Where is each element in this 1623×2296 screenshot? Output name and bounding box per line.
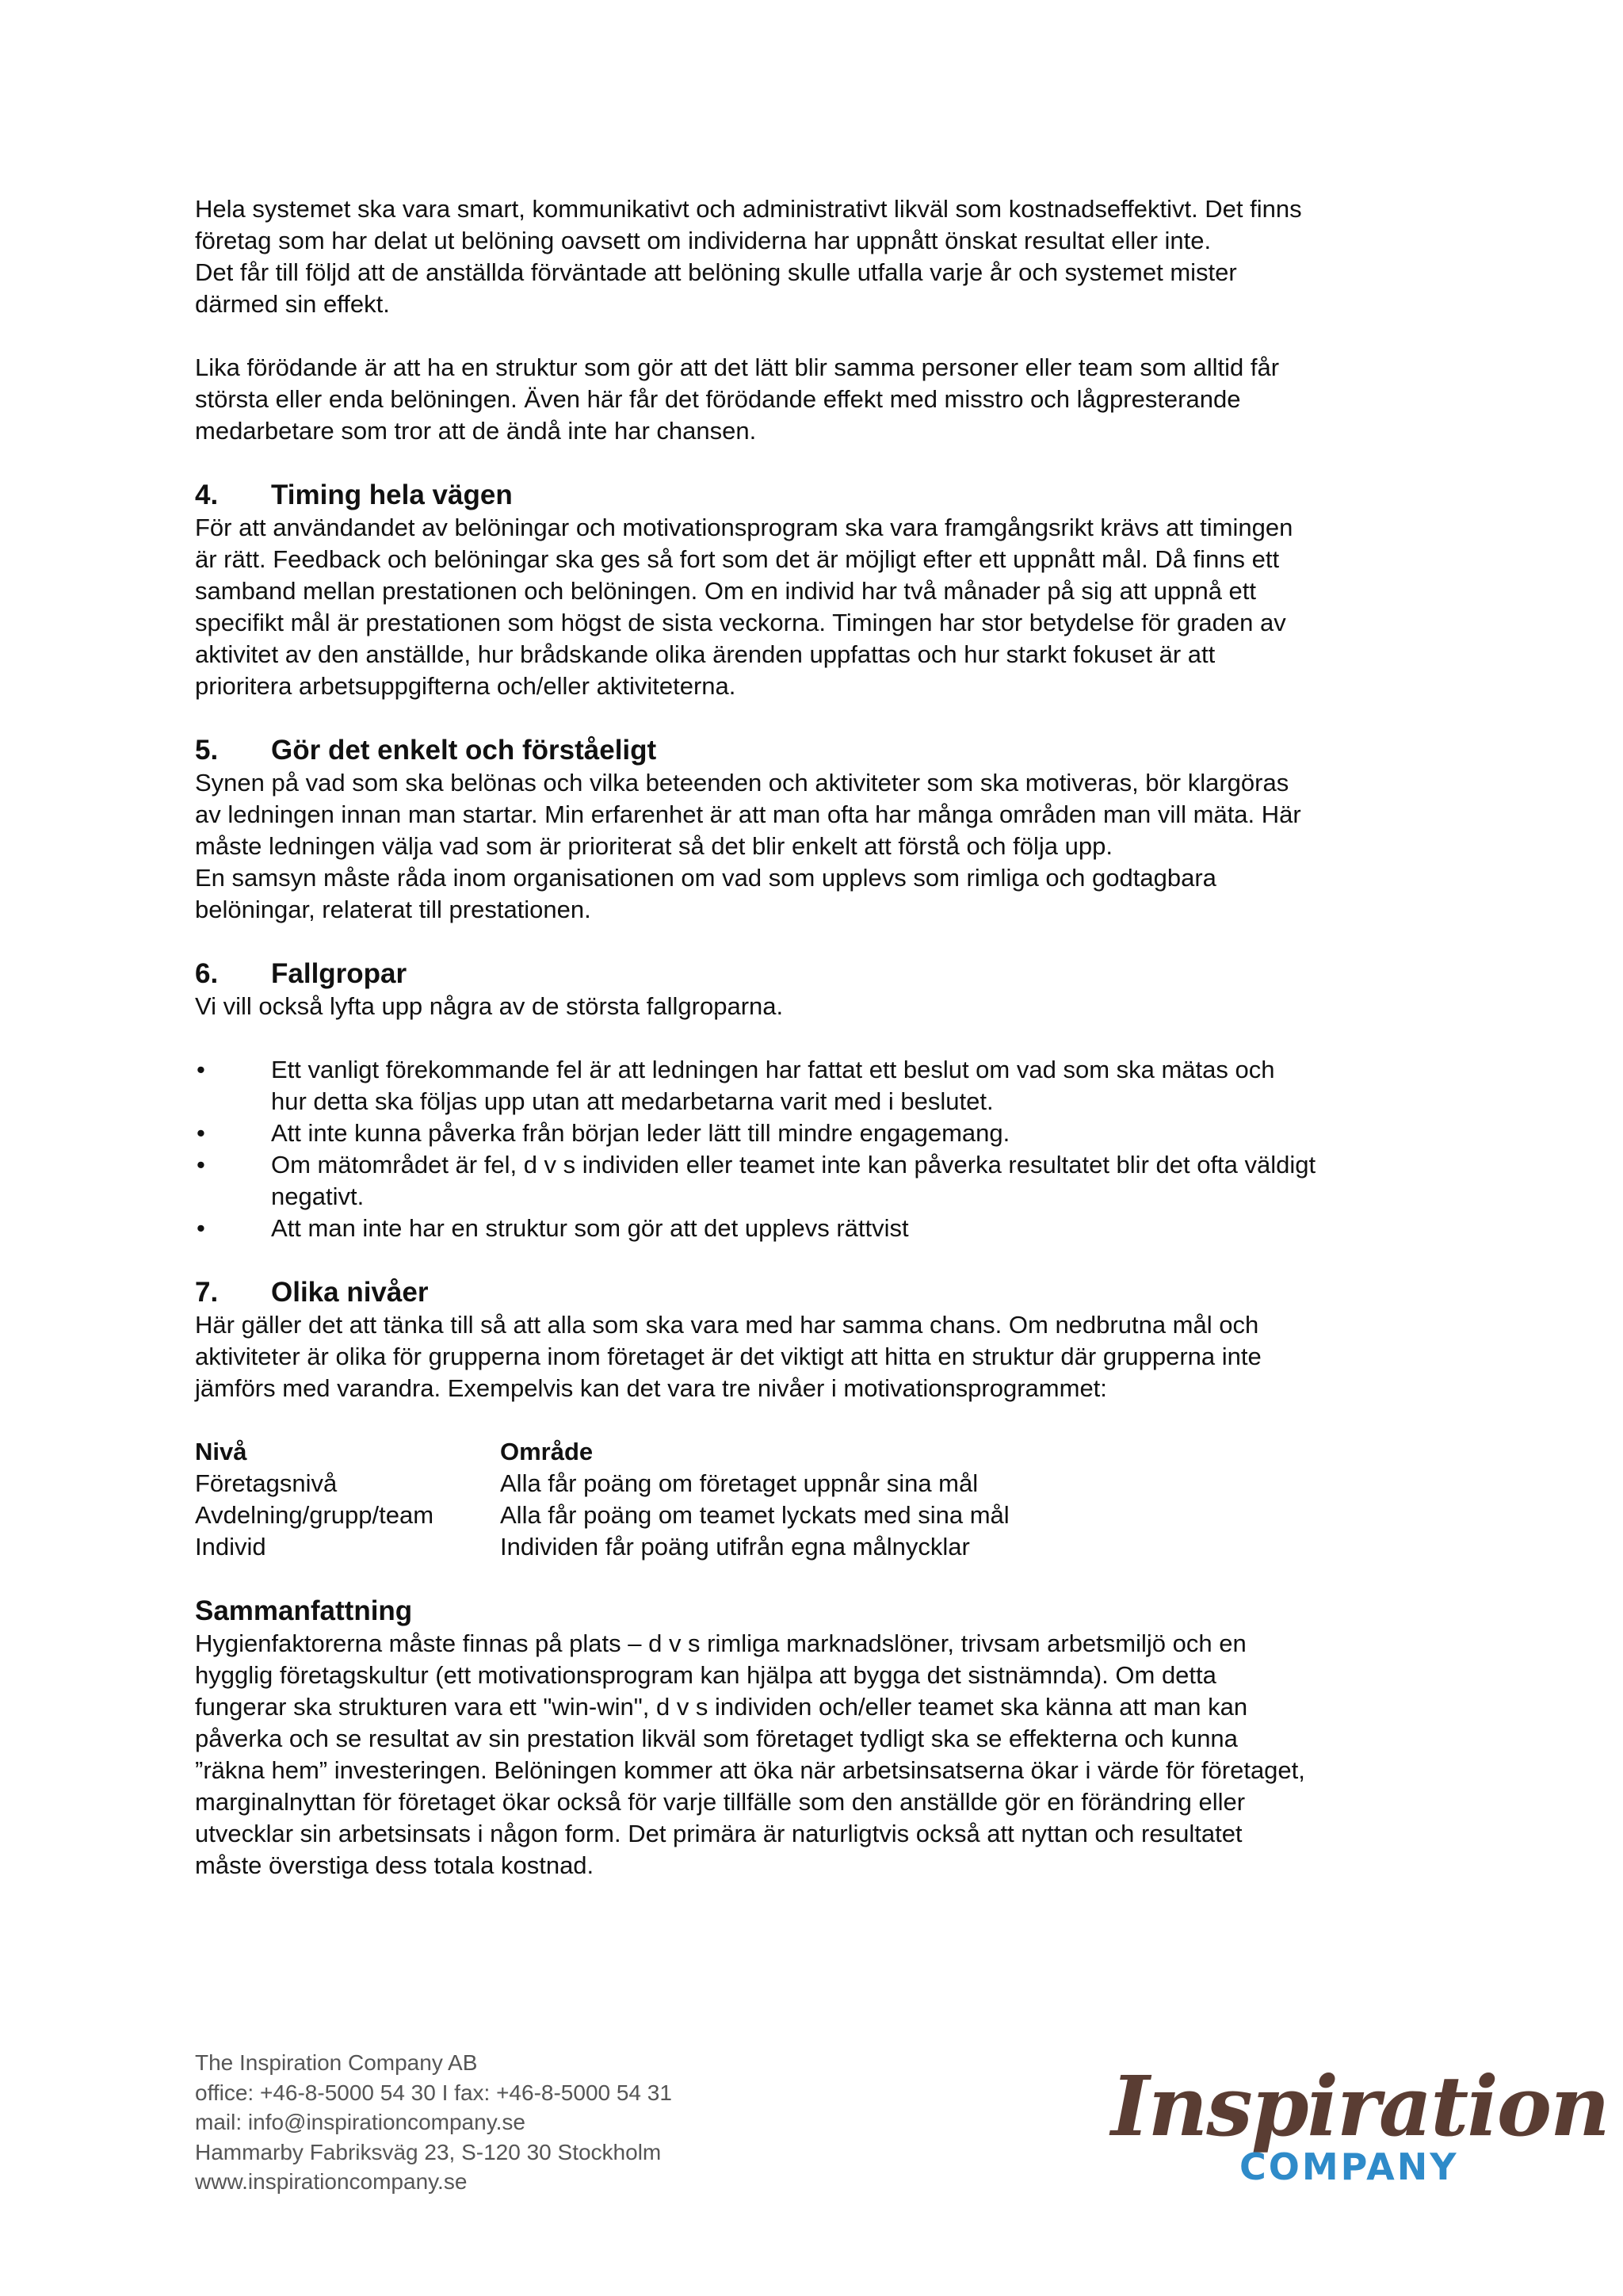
section-title: Fallgropar	[271, 958, 407, 989]
section-title: Olika nivåer	[271, 1277, 429, 1308]
pitfalls-list	[195, 1054, 1447, 1244]
section-title: Gör det enkelt och förståeligt	[271, 735, 657, 766]
logo-wordmark: Inspiration	[1111, 2057, 1609, 2155]
table-header-row	[195, 1436, 1010, 1468]
section-6-heading	[195, 957, 1447, 991]
footer-phone: office: +46-8-5000 54 30 I fax: +46-8-5000 54 31	[195, 2080, 672, 2105]
intro-paragraph-2: Lika förödande är att ha en struktur som gör att det lätt blir samma personer eller team som alltid får största eller enda belöningen. Även här får det förödande effekt med misstro och lågpresterande medarbetare som tror att de ändå inte har chansen.	[195, 353, 1280, 445]
table-cell: Alla får poäng om teamet lyckats med sina mål	[500, 1501, 1010, 1529]
list-item: • Ett vanligt förekommande fel är att ledningen har fattat ett beslut om vad som ska mätas och hur detta ska följas upp utan att medarbetarna varit med i beslutet.	[197, 1056, 1275, 1115]
table-cell: Individen får poäng utifrån egna målnycklar	[500, 1533, 970, 1561]
footer-mail: mail: info@inspirationcompany.se	[195, 2110, 525, 2134]
document-body	[195, 193, 1447, 1881]
table-cell: Företagsnivå	[195, 1469, 338, 1497]
table-row	[195, 1531, 1010, 1563]
section-number: 7.	[195, 1277, 219, 1308]
table-cell: Individ	[195, 1533, 266, 1561]
footer-address: Hammarby Fabriksväg 23, S-120 30 Stockholm	[195, 2139, 662, 2164]
section-number: 4.	[195, 479, 219, 510]
section-5-heading	[195, 734, 1447, 767]
section-4-heading	[195, 479, 1447, 512]
summary-text: Hygienfaktorerna måste finnas på plats – d v s rimliga marknadslöner, trivsam arbetsmiljö och en hygglig företagskultur (ett motivationsprogram kan hjälpa att bygga det sistnämnda). Om detta fungerar ska strukturen vara ett "win-win", d v s individen och/eller teamet ska känna att man kan påverka och se resultat av sin prestation likväl som företaget tydligt ska se effekterna och kunna ”räkna hem” investeringen. Belöningen kommer att öka när arbetsinsatserna ökar i värde för företaget, marginalnyttan för företaget ökar också för varje tillfälle som den anställde gör en förändring eller utvecklar sin arbetsinsats i någon form. Det primära är naturligtvis också att nyttan och resultatet måste överstiga dess totala kostnad.	[195, 1629, 1305, 1879]
section-7-text: Här gäller det att tänka till så att alla som ska vara med har samma chans. Om nedbrutna mål och aktiviteter är olika för grupperna inom företaget är det viktigt att hitta en struktur där grupperna inte jämförs med varandra. Exempelvis kan det vara tre nivåer i motivationsprogrammet:	[195, 1311, 1262, 1402]
bullet-icon: •	[197, 1214, 205, 1242]
footer-company: The Inspiration Company AB	[195, 2050, 478, 2075]
company-logo	[1103, 2057, 1609, 2202]
section-5-text: Synen på vad som ska belönas och vilka beteenden och aktiviteter som ska motiveras, bör klargöras av ledningen innan man startar. Min erfarenhet är att man ofta har många områden man vill mäta. Här måste ledningen välja vad som är prioriterat så det blir enkelt att förstå och följa upp. En samsyn måste råda inom organisationen om vad som upplevs som rimliga och godtagbara belöningar, relaterat till prestationen.	[195, 769, 1301, 923]
table-cell: Avdelning/grupp/team	[195, 1501, 434, 1529]
section-4-text: För att användandet av belöningar och motivationsprogram ska vara framgångsrikt krävs att timingen är rätt. Feedback och belöningar ska ges så fort som det är möjligt efter ett uppnått mål. Då finns ett samband mellan prestationen och belöningen. Om en individ har två månader på sig att uppnå ett specifikt mål är prestationen som högst de sista veckorna. Timingen har stor betydelse för graden av aktivitet av den anställde, hur brådskande olika ärenden uppfattas och hur starkt fokuset är att prioritera arbetsuppgifterna och/eller aktiviteterna.	[195, 514, 1293, 700]
list-item: • Att man inte har en struktur som gör att det upplevs rättvist	[195, 1213, 1447, 1244]
table-cell: Alla får poäng om företaget uppnår sina mål	[500, 1469, 979, 1497]
table-row	[195, 1499, 1010, 1531]
column-header: Område	[500, 1438, 594, 1465]
bullet-icon: •	[197, 1119, 205, 1147]
logo-subtitle: COMPANY	[1239, 2145, 1459, 2188]
levels-table	[195, 1436, 1010, 1563]
bullet-icon: •	[197, 1056, 205, 1083]
column-header: Nivå	[195, 1438, 247, 1465]
list-item: • Om mätområdet är fel, d v s individen eller teamet inte kan påverka resultatet blir det ofta väldigt negativt.	[197, 1151, 1316, 1210]
footer-web: www.inspirationcompany.se	[195, 2169, 468, 2194]
table-row	[195, 1468, 1010, 1499]
bullet-icon: •	[197, 1151, 205, 1179]
summary-heading: Sammanfattning	[195, 1595, 413, 1626]
section-7-heading	[195, 1276, 1447, 1309]
list-item: • Att inte kunna påverka från början leder lätt till mindre engagemang.	[195, 1117, 1447, 1149]
section-number: 6.	[195, 958, 219, 989]
footer-contact	[195, 2048, 672, 2197]
intro-paragraph-1: Hela systemet ska vara smart, kommunikativt och administrativt likväl som kostnadseffektivt. Det finns företag som har delat ut belöning oavsett om individerna har uppnått önskat resultat eller inte. Det får till följd att de anställda förväntade att belöning skulle utfalla varje år och systemet mister därmed sin effekt.	[195, 195, 1302, 318]
section-number: 5.	[195, 735, 219, 766]
section-6-lead: Vi vill också lyfta upp några av de största fallgroparna.	[195, 992, 784, 1020]
section-title: Timing hela vägen	[271, 479, 513, 510]
